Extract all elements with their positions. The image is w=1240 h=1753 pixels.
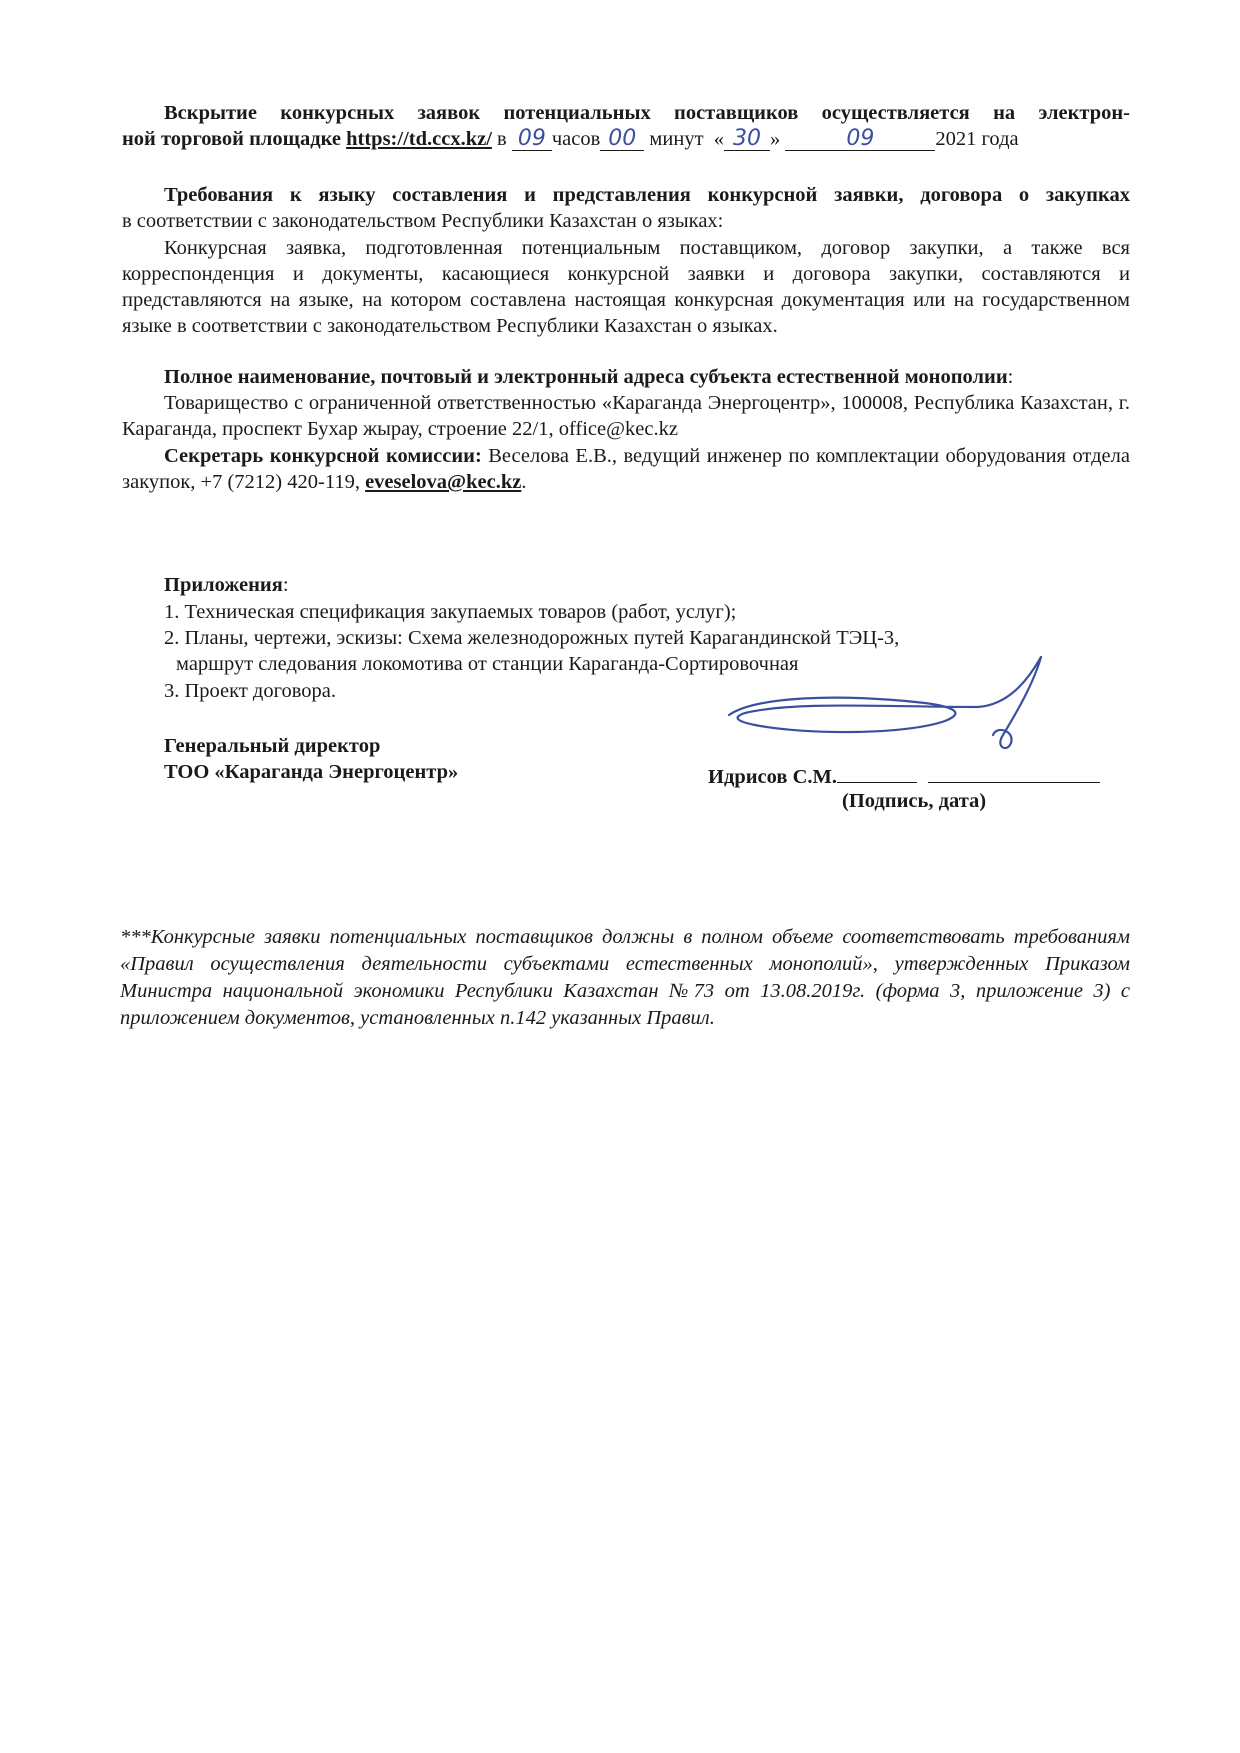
language-body: Конкурсная заявка, подготовленная потенциальным поставщиком, договор закупки, а также вся корреспонденция и документы, касающиеся конкурсной заявки и договора закупки, составляются и представляются на языке, на котором составлена настоящая конкурсная документация или на государственном языке в соответствии с законодательством Республики Казахстан о языках. (122, 237, 1130, 337)
quote-open: « (713, 128, 725, 150)
date-blank (928, 762, 1100, 783)
attachments-heading: Приложения: (164, 574, 289, 596)
hours-word: часов (551, 128, 601, 150)
day-field (724, 128, 770, 151)
opening-line-1 (122, 100, 1130, 126)
opening-lead: Вскрытие конкурсных заявок потенциальных поставщиков осуществляется на электрон- (164, 102, 1130, 124)
language-heading: Требования к языку составления и представления конкурсной заявки, договора о закупках (164, 184, 1130, 206)
signer-name: Идрисов С.М. (708, 766, 837, 788)
address-heading: Полное наименование, почтовый и электронный адреса субъекта естественной монополии: (164, 366, 1014, 388)
minutes-value: 00 (608, 126, 637, 151)
minutes-word: минут (649, 128, 704, 150)
attachment-item-2-cont: маршрут следования локомотива от станции Караганда-Сортировочная (176, 653, 799, 675)
attachment-item-3: 3. Проект договора. (164, 680, 337, 702)
quote-close: » (770, 128, 781, 150)
attachment-item-2: 2. Планы, чертежи, эскизы: Схема железнодорожных путей Карагандинской ТЭЦ-3, (164, 627, 900, 649)
secretary-text: Веселова Е.В., ведущий инженер по комплектации оборудования отдела закупок, +7 (7212) 420-119, (122, 445, 1130, 493)
minutes-field (600, 128, 644, 151)
hours-field (512, 128, 552, 151)
secretary-label: Секретарь конкурсной комиссии: (164, 445, 482, 467)
in-word: в (497, 128, 507, 150)
footnote: ***Конкурсные заявки потенциальных поставщиков должны в полном объеме соответствовать требованиям «Правил осуществления деятельности субъектами естественных монополий», утвержденных Приказом Министра национальной экономики Республики Казахстан №73 от 13.08.2019г. (форма 3, приложение 3) с приложением документов, установленных п.142 указанных Правил. (120, 926, 1130, 1029)
secretary-email[interactable]: eveselova@kec.kz (365, 471, 522, 493)
secretary-block: Секретарь конкурсной комиссии: Веселова Е.В., ведущий инженер по комплектации оборудования отдела закупок, +7 (7212) 420-119, eveselova@kec.kz. (122, 445, 1130, 493)
address-body: Товарищество с ограниченной ответственностью «Караганда Энергоцентр», 100008, Республика Казахстан, г. Караганда, проспект Бухар жырау, строение 22/1, office@kec.kz (122, 392, 1130, 440)
year-text: 2021 года (935, 128, 1019, 150)
month-value: 09 (846, 126, 875, 151)
day-value: 30 (733, 126, 762, 151)
signatory-title-2: ТОО «Караганда Энергоцентр» (164, 761, 459, 783)
attachment-item-1: 1. Техническая спецификация закупаемых товаров (работ, услуг); (164, 601, 737, 623)
platform-url[interactable]: https://td.ccx.kz/ (346, 128, 492, 150)
platform-label: ной торговой площадке (122, 128, 341, 150)
hours-value: 09 (517, 126, 546, 151)
language-heading-cont: в соответствии с законодательством Республики Казахстан о языках: (122, 210, 724, 232)
signatory-title-1: Генеральный директор (164, 735, 381, 757)
opening-line-2 (122, 126, 1130, 152)
signer-line (708, 762, 1100, 790)
handwritten-signature (715, 655, 1055, 755)
month-field (785, 128, 935, 151)
signature-blank (837, 762, 917, 783)
signature-caption: (Подпись, дата) (842, 790, 987, 812)
